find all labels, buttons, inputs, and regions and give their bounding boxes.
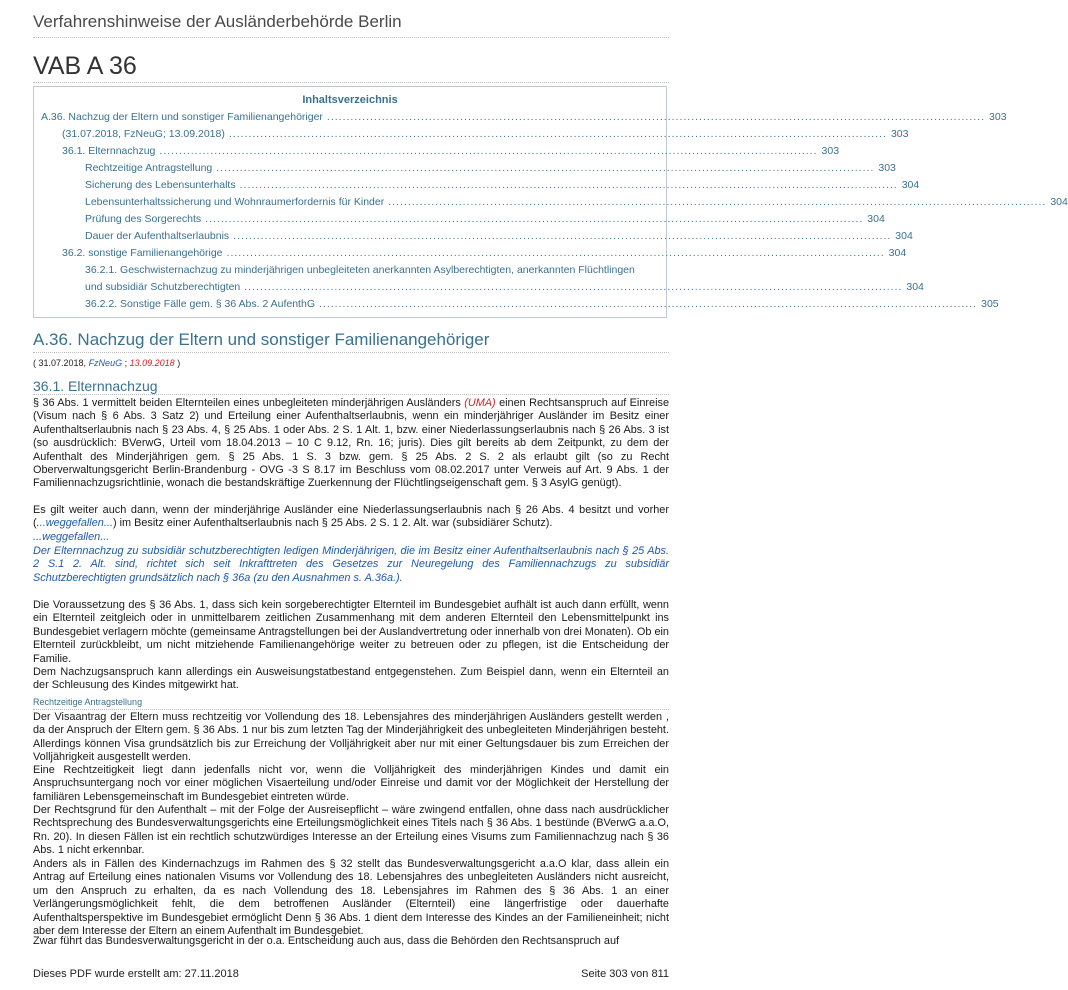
section-reference: ( 31.07.2018, FzNeuG ; 13.09.2018 ) bbox=[33, 358, 181, 368]
toc-heading: Inhaltsverzeichnis bbox=[302, 94, 398, 106]
toc-entry[interactable]: 36.2.1. Geschwisternachzug zu minderjährigen unbegleiteten anerkannten Asylberechtigten, anerkannten Flüchtlingen bbox=[85, 264, 635, 276]
toc-entry[interactable]: A.36. Nachzug der Eltern und sonstiger Familienangehöriger ........................................................................................................................................................................ 303 bbox=[41, 111, 1007, 123]
paragraph: Die Voraussetzung des § 36 Abs. 1, dass sich kein sorgeberechtigter Elternteil im Bundesgebiet aufhält ist auch dann erfüllt, wenn ein Elternteil zeitgleich oder in unmittelbarem zeitlichen Zusammenhang mit dem anderen Elternteil den Lebensmittelpunkt ins Bundesgebiet verlagern möchte (gemeinsame Antragstellungen bei der Auslandvertretung oder innerhalb von drei Monaten). Ob ein Elternteil zurückbleibt, um nicht mitziehende Familienangehörige weiter zu betreuen oder zu pflegen, ist die Entscheidung der Familie. bbox=[33, 599, 669, 665]
section-heading: A.36. Nachzug der Eltern und sonstiger Familienangehöriger bbox=[33, 330, 490, 349]
toc-entry[interactable]: und subsidiär Schutzberechtigten ........................................................................................................................................................................ 304 bbox=[85, 281, 924, 293]
amended-paragraph: Der Elternnachzug zu subsidiär schutzberechtigten ledigen Minderjährigen, die im Besitz einer Aufenthaltserlaubnis nach § 25 Abs. 2 S.1 2. Alt. sind, richtet sich seit Inkrafttreten des Gesetzes zur Neuregelung des Familiennachzugs zu subsidiär Schutzberechtigten grundsätzlich nach § 36a (zu den Ausnahmen s. A.36a.). bbox=[33, 545, 669, 584]
toc-entry[interactable]: Sicherung des Lebensunterhalts ........................................................................................................................................................................ 304 bbox=[85, 179, 920, 191]
footer-created-date: Dieses PDF wurde erstellt am: 27.11.2018 bbox=[33, 968, 239, 980]
uma-highlight: (UMA) bbox=[464, 397, 496, 409]
toc-entry[interactable]: 36.2.2. Sonstige Fälle gem. § 36 Abs. 2 AufenthG ........................................................................................................................................................................ 305 bbox=[85, 298, 999, 310]
toc-entry[interactable]: Dauer der Aufenthaltserlaubnis ........................................................................................................................................................................ 304 bbox=[85, 230, 913, 242]
paragraph: Zwar führt das Bundesverwaltungsgericht in der o.a. Entscheidung auch aus, dass die Behörden den Rechtsanspruch auf bbox=[33, 935, 620, 947]
toc-entry[interactable]: Lebensunterhaltssicherung und Wohnraumerfordernis für Kinder ........................................................................................................................................................................ 304 bbox=[85, 196, 1068, 208]
toc-entry[interactable]: Rechtzeitige Antragstellung ........................................................................................................................................................................ 303 bbox=[85, 162, 896, 174]
paragraph: Es gilt weiter auch dann, wenn der minderjährige Ausländer eine Niederlassungserlaubnis nach § 26 Abs. 4 besitzt und vorher (...weggefallen...) im Besitz einer Aufenthaltserlaubnis nach § 25 Abs. 2 S. 1 2. Alt. war (subsidiärer Schutz). bbox=[33, 504, 669, 530]
header-title: Verfahrenshinweise der Ausländerbehörde Berlin bbox=[33, 12, 402, 31]
title-divider bbox=[33, 82, 669, 83]
table-of-contents bbox=[33, 86, 1068, 318]
header-divider bbox=[33, 37, 669, 38]
paragraph: Der Rechtsgrund für den Aufenthalt – mit der Folge der Ausreisepflicht – wäre zwingend entfallen, ohne dass nach ausdrücklicher Rechtsprechung des Bundesverwaltungsgerichts eine Erteilungsmöglichkeit eines Titels nach § 36 Abs. 1 bestünde (BVerwG a.a.O, Rn. 20). In diesen Fällen ist ein rechtlich schutzwürdiges Interesse an der Erteilung eines Visums zum Familiennachzug nach § 36 Abs. 1 nicht erkennbar. bbox=[33, 804, 669, 857]
paragraph: § 36 Abs. 1 vermittelt beiden Elternteilen eines unbegleiteten minderjährigen Ausländers (UMA) einen Rechtsanspruch auf Einreise (Visum nach § 6 Abs. 3 Satz 2) und Erteilung einer Aufenthaltserlaubnis, wenn ein minderjähriger Ausländer im Besitz einer Aufenthaltserlaubnis nach § 23 Abs. 4, § 25 Abs. 1 oder Abs. 2 S. 1 Alt. 1, bzw. einer Niederlassungserlaubnis nach § 26 Abs. 3 ist (so ausdrücklich: BVerwG, Urteil vom 18.04.2013 – 10 C 9.12, Rn. 16; juris). Dies gilt bereits ab dem Zeitpunkt, zu dem der Aufenthalt des Minderjährigen gem. § 25 Abs. 1 S. 3 bzw. gem. § 25 Abs. 2 S. 2 als erlaubt gilt (so zu Recht Oberverwaltungsgericht Berlin-Brandenburg - OVG -3 S 8.17 im Beschluss vom 08.02.2017 unter Verweis auf Art. 9 Abs. 1 der Familiennachzugsrichtlinie, wonach die bestandskräftige Zuerkennung der Flüchtlingseigenschaft gem. § 3 AsylG genügt). bbox=[33, 397, 669, 490]
page-footer bbox=[33, 968, 669, 980]
toc-entry[interactable]: (31.07.2018, FzNeuG; 13.09.2018) ........................................................................................................................................................................ 303 bbox=[62, 128, 909, 140]
toc-entry[interactable]: 36.1. Elternnachzug ........................................................................................................................................................................ 303 bbox=[62, 145, 840, 157]
date-link[interactable]: 13.09.2018 bbox=[129, 358, 175, 368]
footer-page-number: Seite 303 von 811 bbox=[581, 968, 669, 980]
subsection-heading: 36.1. Elternnachzug bbox=[33, 378, 158, 394]
subsubsection-heading: Rechtzeitige Antragstellung bbox=[33, 697, 143, 707]
page-title: VAB A 36 bbox=[33, 52, 137, 80]
section-divider bbox=[33, 352, 669, 353]
fzneug-link[interactable]: FzNeuG bbox=[88, 358, 123, 368]
paragraph: Eine Rechtzeitigkeit liegt dann jedenfalls nicht vor, wenn die Volljährigkeit des minderjährigen Kindes und damit ein Anspruchsuntergang noch vor einer möglichen Visaerteilung und/oder Einreise und damit vor der Möglichkeit der Herstellung der familiären Lebensgemeinschaft im Bundesgebiet eintreten würde. bbox=[33, 764, 669, 803]
subsubsection-divider bbox=[33, 709, 669, 710]
removed-text-marker: ...weggefallen... bbox=[36, 517, 113, 530]
subsection-divider bbox=[33, 394, 669, 395]
removed-text-marker: ...weggefallen... bbox=[33, 531, 110, 543]
paragraph: Der Visaantrag der Eltern muss rechtzeitig vor Vollendung des 18. Lebensjahres des minderjährigen Ausländers gestellt werden , da der Anspruch der Eltern gem. § 36 Abs. 1 nur bis zum letzten Tag der Minderjährigkeit des unbegleiteten Minderjährigen besteht. Allerdings können Visa grundsätzlich bis zur Erreichung der Volljährigkeit aber nur mit einer Geltungsdauer bis zum Erreichen der Volljährigkeit ausgestellt werden. bbox=[33, 711, 669, 764]
paragraph: Dem Nachzugsanspruch kann allerdings ein Ausweisungstatbestand entgegenstehen. Zum Beispiel dann, wenn ein Elternteil an der Schleusung des Kindes mitgewirkt hat. bbox=[33, 666, 669, 692]
toc-entry[interactable]: Prüfung des Sorgerechts ........................................................................................................................................................................ 304 bbox=[85, 213, 885, 225]
paragraph: Anders als in Fällen des Kindernachzugs im Rahmen des § 32 stellt das Bundesverwaltungsgericht a.a.O klar, dass allein ein Antrag auf Erteilung eines nationalen Visums vor Vollendung des 18. Lebensjahres des unbegleiteten Ausländers nicht ausreicht, um den Anspruch zu erhalten, da es nach Vollendung des 18. Lebensjahres im Rahmen des § 36 Abs. 1 an einer Verlängerungsmöglichkeit fehlt, die dem betroffenen Ausländer (Elternteil) eine längerfristige oder dauerhafte Aufenthaltsperspektive im Bundesgebiet ermöglicht Denn § 36 Abs. 1 dient dem Interesse des Kindes an der Familieneinheit; nicht aber dem Interesse der Eltern an einem Aufenthalt im Bundesgebiet. bbox=[33, 858, 669, 938]
toc-entry[interactable]: 36.2. sonstige Familienangehörige ........................................................................................................................................................................ 304 bbox=[62, 247, 907, 259]
